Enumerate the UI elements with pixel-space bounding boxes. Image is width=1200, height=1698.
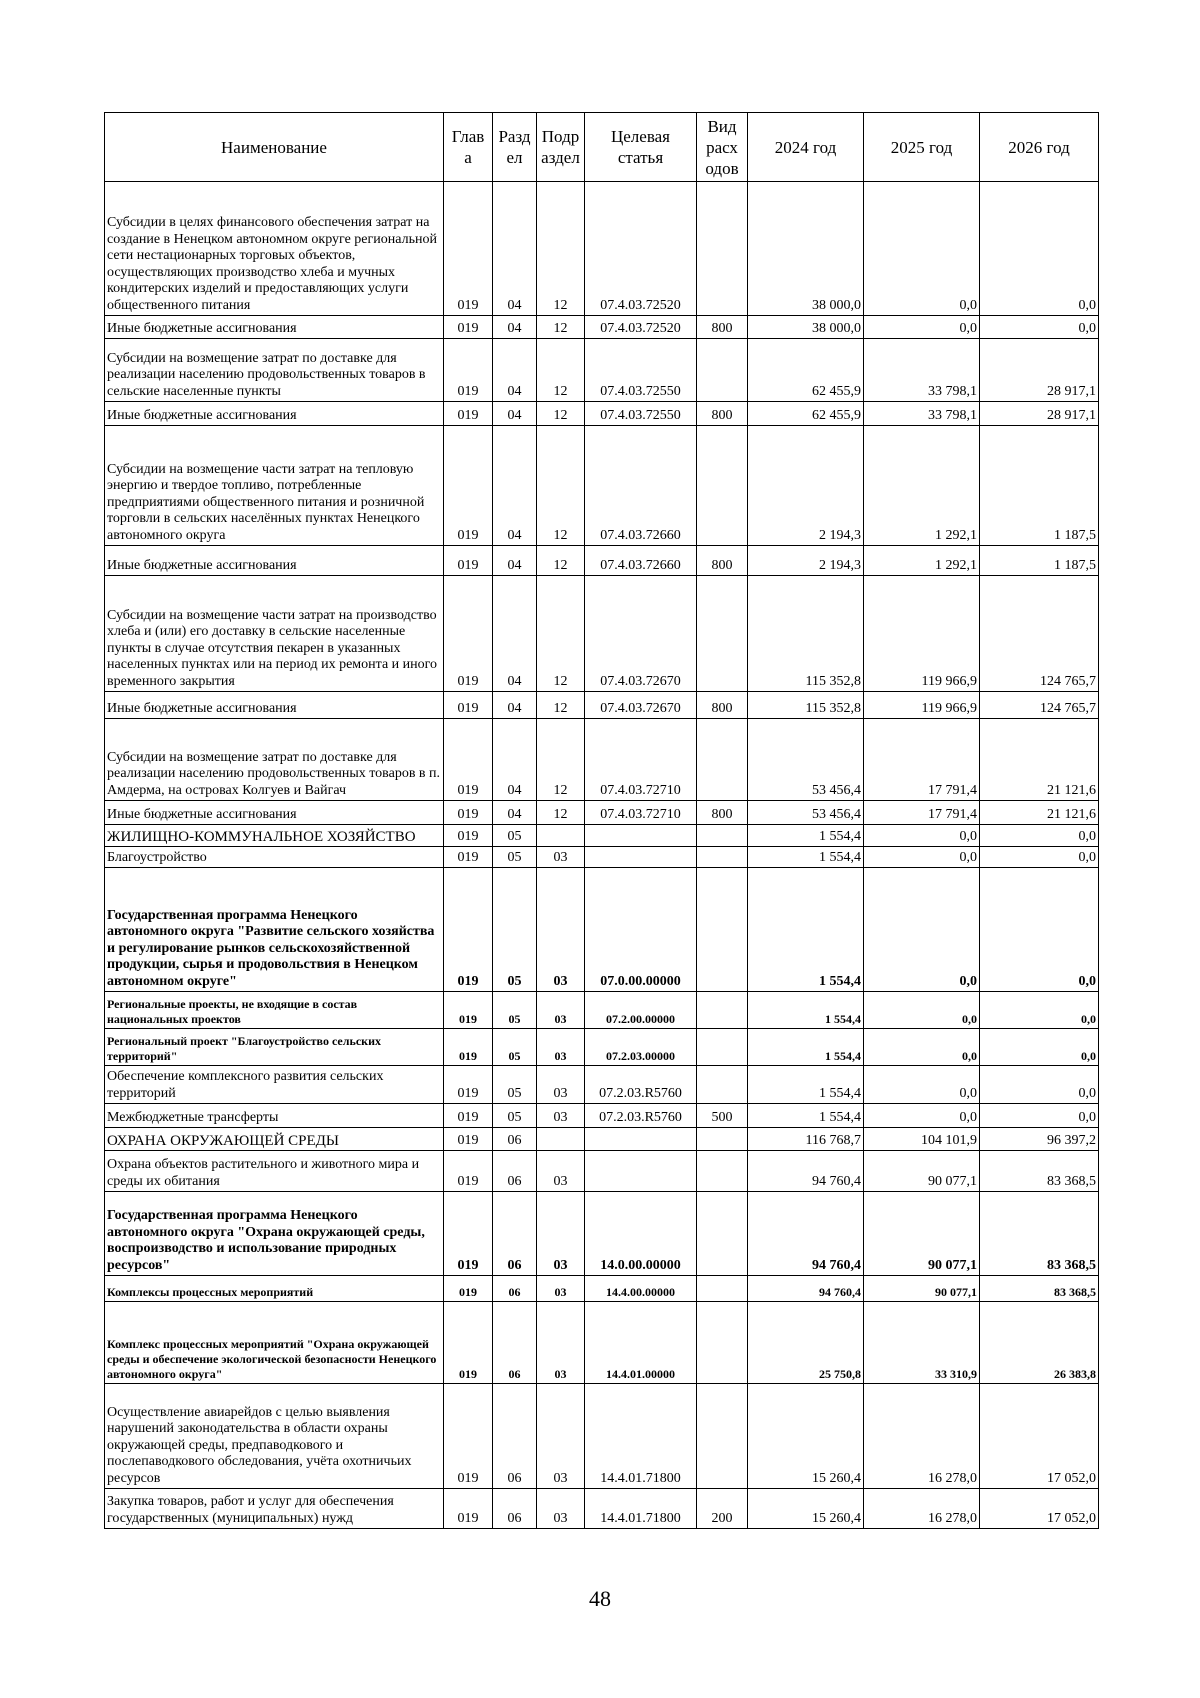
row-glava: 019 — [444, 1192, 493, 1276]
row-value-2026: 124 765,7 — [980, 692, 1099, 719]
row-celevaya-statya: 07.4.03.72550 — [585, 402, 697, 426]
row-celevaya-statya: 07.4.03.72710 — [585, 801, 697, 825]
row-celevaya-statya: 07.0.00.00000 — [585, 868, 697, 992]
row-razdel: 06 — [493, 1489, 537, 1529]
row-value-2024: 1 554,4 — [748, 868, 864, 992]
header-celevaya-statya: Целевая статья — [585, 113, 697, 182]
row-value-2024: 38 000,0 — [748, 182, 864, 316]
table-row — [105, 402, 1099, 426]
table-row — [105, 339, 1099, 402]
row-value-2025: 17 791,4 — [864, 801, 980, 825]
row-value-2025: 33 798,1 — [864, 339, 980, 402]
row-vid-rashodov — [697, 1302, 748, 1384]
row-value-2024: 1 554,4 — [748, 1104, 864, 1128]
row-podrazdel: 03 — [537, 1489, 585, 1529]
row-celevaya-statya: 07.2.03.R5760 — [585, 1104, 697, 1128]
row-value-2026: 0,0 — [980, 182, 1099, 316]
row-name: Субсидии на возмещение части затрат на тепловую энергию и твердое топливо, потребленные предприятиями общественного питания и розничной торговли в сельских населённых пунктах Ненецкого автономного округа — [105, 426, 444, 546]
row-celevaya-statya: 14.4.01.71800 — [585, 1384, 697, 1489]
row-value-2024: 1 554,4 — [748, 1029, 864, 1066]
table-row — [105, 316, 1099, 339]
row-value-2024: 94 760,4 — [748, 1151, 864, 1192]
page-number: 48 — [589, 1586, 611, 1611]
table-row — [105, 1104, 1099, 1128]
table-row — [105, 825, 1099, 847]
row-value-2025: 0,0 — [864, 868, 980, 992]
row-value-2024: 2 194,3 — [748, 546, 864, 576]
header-razdel: Разд ел — [493, 113, 537, 182]
row-glava: 019 — [444, 719, 493, 801]
row-value-2024: 1 554,4 — [748, 847, 864, 868]
row-celevaya-statya: 07.2.00.00000 — [585, 992, 697, 1029]
row-razdel: 04 — [493, 546, 537, 576]
row-celevaya-statya: 07.2.03.00000 — [585, 1029, 697, 1066]
row-razdel: 06 — [493, 1192, 537, 1276]
row-value-2025: 33 798,1 — [864, 402, 980, 426]
row-razdel: 05 — [493, 825, 537, 847]
row-value-2025: 0,0 — [864, 825, 980, 847]
table-row — [105, 692, 1099, 719]
row-value-2026: 1 187,5 — [980, 426, 1099, 546]
row-value-2025: 119 966,9 — [864, 576, 980, 692]
row-value-2026: 21 121,6 — [980, 719, 1099, 801]
row-vid-rashodov: 500 — [697, 1104, 748, 1128]
row-name: Комплексы процессных мероприятий — [105, 1276, 444, 1302]
row-glava: 019 — [444, 1128, 493, 1151]
row-razdel: 04 — [493, 182, 537, 316]
row-name: Государственная программа Ненецкого автономного округа "Развитие сельского хозяйства и регулирование рынков сельскохозяйственной продукции, сырья и продовольствия в Ненецком автономном округе" — [105, 868, 444, 992]
header-podrazdel: Подр аздел — [537, 113, 585, 182]
row-value-2025: 1 292,1 — [864, 546, 980, 576]
row-vid-rashodov — [697, 992, 748, 1029]
row-value-2024: 15 260,4 — [748, 1489, 864, 1529]
row-razdel: 04 — [493, 692, 537, 719]
row-name: Иные бюджетные ассигнования — [105, 546, 444, 576]
row-value-2026: 26 383,8 — [980, 1302, 1099, 1384]
row-razdel: 04 — [493, 316, 537, 339]
row-name: Иные бюджетные ассигнования — [105, 316, 444, 339]
row-value-2026: 0,0 — [980, 1104, 1099, 1128]
row-name: Осуществление авиарейдов с целью выявления нарушений законодательства в области охраны окружающей среды, предпаводкового и послепаводкового обследования, учёта охотничьих ресурсов — [105, 1384, 444, 1489]
row-vid-rashodov: 800 — [697, 801, 748, 825]
table-row — [105, 719, 1099, 801]
row-celevaya-statya — [585, 825, 697, 847]
row-celevaya-statya: 07.4.03.72660 — [585, 546, 697, 576]
row-name: Обеспечение комплексного развития сельских территорий — [105, 1066, 444, 1104]
row-value-2026: 28 917,1 — [980, 339, 1099, 402]
row-glava: 019 — [444, 868, 493, 992]
row-glava: 019 — [444, 1276, 493, 1302]
table-row — [105, 1276, 1099, 1302]
row-value-2024: 115 352,8 — [748, 576, 864, 692]
row-celevaya-statya: 07.4.03.72670 — [585, 576, 697, 692]
row-value-2024: 116 768,7 — [748, 1128, 864, 1151]
row-vid-rashodov — [697, 339, 748, 402]
row-name: Благоустройство — [105, 847, 444, 868]
row-value-2026: 83 368,5 — [980, 1192, 1099, 1276]
row-podrazdel — [537, 1128, 585, 1151]
table-row — [105, 1128, 1099, 1151]
row-razdel: 06 — [493, 1128, 537, 1151]
row-razdel: 05 — [493, 1029, 537, 1066]
row-vid-rashodov — [697, 1029, 748, 1066]
table-header-row — [105, 113, 1099, 182]
row-name: Иные бюджетные ассигнования — [105, 402, 444, 426]
row-value-2024: 1 554,4 — [748, 825, 864, 847]
row-value-2026: 0,0 — [980, 992, 1099, 1029]
table-row — [105, 1029, 1099, 1066]
row-value-2024: 1 554,4 — [748, 992, 864, 1029]
row-value-2025: 1 292,1 — [864, 426, 980, 546]
row-podrazdel: 03 — [537, 1384, 585, 1489]
row-name: Иные бюджетные ассигнования — [105, 692, 444, 719]
row-value-2025: 90 077,1 — [864, 1192, 980, 1276]
row-podrazdel: 12 — [537, 426, 585, 546]
table-row — [105, 1489, 1099, 1529]
row-vid-rashodov — [697, 1192, 748, 1276]
row-value-2025: 0,0 — [864, 182, 980, 316]
row-glava: 019 — [444, 339, 493, 402]
row-name: Региональный проект "Благоустройство сельских территорий" — [105, 1029, 444, 1066]
row-value-2026: 28 917,1 — [980, 402, 1099, 426]
row-podrazdel: 03 — [537, 1104, 585, 1128]
row-value-2026: 0,0 — [980, 868, 1099, 992]
row-podrazdel: 03 — [537, 1276, 585, 1302]
row-value-2024: 1 554,4 — [748, 1066, 864, 1104]
row-value-2025: 119 966,9 — [864, 692, 980, 719]
row-vid-rashodov — [697, 182, 748, 316]
row-value-2025: 16 278,0 — [864, 1384, 980, 1489]
row-value-2026: 17 052,0 — [980, 1384, 1099, 1489]
row-podrazdel: 12 — [537, 801, 585, 825]
row-value-2025: 33 310,9 — [864, 1302, 980, 1384]
row-razdel: 06 — [493, 1151, 537, 1192]
row-razdel: 05 — [493, 1104, 537, 1128]
table-row — [105, 847, 1099, 868]
table-row — [105, 426, 1099, 546]
row-glava: 019 — [444, 576, 493, 692]
row-podrazdel — [537, 825, 585, 847]
row-value-2025: 104 101,9 — [864, 1128, 980, 1151]
header-2026: 2026 год — [980, 113, 1099, 182]
row-value-2024: 115 352,8 — [748, 692, 864, 719]
row-value-2024: 94 760,4 — [748, 1192, 864, 1276]
row-glava: 019 — [444, 546, 493, 576]
row-value-2026: 83 368,5 — [980, 1276, 1099, 1302]
row-vid-rashodov: 800 — [697, 402, 748, 426]
row-celevaya-statya: 07.4.03.72550 — [585, 339, 697, 402]
row-razdel: 04 — [493, 426, 537, 546]
row-value-2026: 96 397,2 — [980, 1128, 1099, 1151]
row-podrazdel: 03 — [537, 1192, 585, 1276]
row-glava: 019 — [444, 402, 493, 426]
row-vid-rashodov — [697, 1128, 748, 1151]
row-vid-rashodov: 800 — [697, 316, 748, 339]
row-vid-rashodov: 200 — [697, 1489, 748, 1529]
row-value-2026: 17 052,0 — [980, 1489, 1099, 1529]
row-glava: 019 — [444, 182, 493, 316]
row-celevaya-statya — [585, 1128, 697, 1151]
row-value-2025: 90 077,1 — [864, 1276, 980, 1302]
table-row — [105, 801, 1099, 825]
row-glava: 019 — [444, 692, 493, 719]
budget-table-sheet — [104, 112, 1098, 1529]
row-name: Охрана объектов растительного и животного мира и среды их обитания — [105, 1151, 444, 1192]
row-value-2026: 21 121,6 — [980, 801, 1099, 825]
table-row — [105, 182, 1099, 316]
row-celevaya-statya: 14.4.01.71800 — [585, 1489, 697, 1529]
table-row — [105, 576, 1099, 692]
row-razdel: 04 — [493, 339, 537, 402]
row-celevaya-statya: 07.4.03.72520 — [585, 182, 697, 316]
table-row — [105, 868, 1099, 992]
row-vid-rashodov — [697, 426, 748, 546]
row-podrazdel: 12 — [537, 576, 585, 692]
table-row — [105, 1192, 1099, 1276]
row-name: Субсидии на возмещение затрат по доставке для реализации населению продовольственных товаров в п. Амдерма, на островах Колгуев и Вайгач — [105, 719, 444, 801]
row-vid-rashodov — [697, 719, 748, 801]
row-podrazdel: 03 — [537, 992, 585, 1029]
row-celevaya-statya: 07.2.03.R5760 — [585, 1066, 697, 1104]
row-celevaya-statya — [585, 847, 697, 868]
row-name: Межбюджетные трансферты — [105, 1104, 444, 1128]
row-razdel: 04 — [493, 576, 537, 692]
header-vid-rashodov: Вид расх одов — [697, 113, 748, 182]
row-name: Государственная программа Ненецкого автономного округа "Охрана окружающей среды, воспроизводство и использование природных ресурсов" — [105, 1192, 444, 1276]
row-name: Комплекс процессных мероприятий "Охрана окружающей среды и обеспечение экологической безопасности Ненецкого автономного округа" — [105, 1302, 444, 1384]
row-glava: 019 — [444, 992, 493, 1029]
row-celevaya-statya: 14.0.00.00000 — [585, 1192, 697, 1276]
row-razdel: 04 — [493, 402, 537, 426]
table-row — [105, 1384, 1099, 1489]
row-razdel: 04 — [493, 719, 537, 801]
row-podrazdel: 12 — [537, 719, 585, 801]
row-value-2024: 53 456,4 — [748, 719, 864, 801]
row-razdel: 06 — [493, 1302, 537, 1384]
budget-table — [104, 112, 1099, 1529]
row-value-2025: 17 791,4 — [864, 719, 980, 801]
row-glava: 019 — [444, 1029, 493, 1066]
row-podrazdel: 03 — [537, 1066, 585, 1104]
row-name: Субсидии на возмещение части затрат на производство хлеба и (или) его доставку в сельские населенные пункты в случае отсутствия пекарен в указанных населенных пунктах или на период их ремонта и иного временного закрытия — [105, 576, 444, 692]
row-value-2025: 0,0 — [864, 1066, 980, 1104]
row-name: ЖИЛИЩНО-КОММУНАЛЬНОЕ ХОЗЯЙСТВО — [105, 825, 444, 847]
row-podrazdel: 03 — [537, 1151, 585, 1192]
row-vid-rashodov — [697, 825, 748, 847]
row-glava: 019 — [444, 426, 493, 546]
row-razdel: 04 — [493, 801, 537, 825]
row-name: Субсидии на возмещение затрат по доставке для реализации населению продовольственных товаров в сельские населенные пункты — [105, 339, 444, 402]
row-vid-rashodov: 800 — [697, 546, 748, 576]
row-celevaya-statya: 07.4.03.72670 — [585, 692, 697, 719]
row-glava: 019 — [444, 825, 493, 847]
row-vid-rashodov — [697, 1384, 748, 1489]
row-value-2024: 15 260,4 — [748, 1384, 864, 1489]
row-name: Субсидии в целях финансового обеспечения затрат на создание в Ненецком автономном округе региональной сети нестационарных торговых объектов, осуществляющих производство хлеба и мучных кондитерских изделий и предоставляющих услуги общественного питания — [105, 182, 444, 316]
row-value-2026: 1 187,5 — [980, 546, 1099, 576]
row-vid-rashodov — [697, 576, 748, 692]
row-value-2026: 124 765,7 — [980, 576, 1099, 692]
table-body — [105, 182, 1099, 1529]
row-vid-rashodov — [697, 868, 748, 992]
row-razdel: 05 — [493, 868, 537, 992]
row-vid-rashodov — [697, 1151, 748, 1192]
row-value-2026: 0,0 — [980, 847, 1099, 868]
row-name: Иные бюджетные ассигнования — [105, 801, 444, 825]
row-celevaya-statya: 07.4.03.72520 — [585, 316, 697, 339]
row-value-2025: 0,0 — [864, 847, 980, 868]
row-podrazdel: 12 — [537, 546, 585, 576]
row-vid-rashodov — [697, 1276, 748, 1302]
row-value-2024: 94 760,4 — [748, 1276, 864, 1302]
row-value-2025: 0,0 — [864, 992, 980, 1029]
row-razdel: 06 — [493, 1276, 537, 1302]
row-value-2026: 0,0 — [980, 316, 1099, 339]
row-podrazdel: 12 — [537, 402, 585, 426]
row-glava: 019 — [444, 801, 493, 825]
row-razdel: 05 — [493, 847, 537, 868]
row-celevaya-statya: 07.4.03.72710 — [585, 719, 697, 801]
row-podrazdel: 12 — [537, 692, 585, 719]
row-value-2024: 38 000,0 — [748, 316, 864, 339]
row-value-2026: 0,0 — [980, 1029, 1099, 1066]
row-value-2026: 0,0 — [980, 825, 1099, 847]
row-vid-rashodov: 800 — [697, 692, 748, 719]
row-razdel: 05 — [493, 1066, 537, 1104]
row-value-2026: 83 368,5 — [980, 1151, 1099, 1192]
header-name: Наименование — [105, 113, 444, 182]
header-2024: 2024 год — [748, 113, 864, 182]
table-row — [105, 546, 1099, 576]
row-glava: 019 — [444, 1302, 493, 1384]
row-podrazdel: 03 — [537, 868, 585, 992]
row-celevaya-statya — [585, 1151, 697, 1192]
table-row — [105, 992, 1099, 1029]
row-razdel: 06 — [493, 1384, 537, 1489]
row-name: Региональные проекты, не входящие в состав национальных проектов — [105, 992, 444, 1029]
header-2025: 2025 год — [864, 113, 980, 182]
row-value-2025: 0,0 — [864, 1104, 980, 1128]
row-glava: 019 — [444, 1104, 493, 1128]
row-glava: 019 — [444, 847, 493, 868]
row-glava: 019 — [444, 1066, 493, 1104]
row-glava: 019 — [444, 1384, 493, 1489]
row-glava: 019 — [444, 316, 493, 339]
row-value-2025: 90 077,1 — [864, 1151, 980, 1192]
row-podrazdel: 12 — [537, 316, 585, 339]
row-glava: 019 — [444, 1489, 493, 1529]
row-value-2024: 2 194,3 — [748, 426, 864, 546]
row-razdel: 05 — [493, 992, 537, 1029]
row-podrazdel: 12 — [537, 182, 585, 316]
row-celevaya-statya: 07.4.03.72660 — [585, 426, 697, 546]
row-value-2025: 0,0 — [864, 1029, 980, 1066]
row-celevaya-statya: 14.4.00.00000 — [585, 1276, 697, 1302]
table-row — [105, 1302, 1099, 1384]
table-row — [105, 1151, 1099, 1192]
row-value-2026: 0,0 — [980, 1066, 1099, 1104]
row-podrazdel: 03 — [537, 847, 585, 868]
row-value-2024: 53 456,4 — [748, 801, 864, 825]
row-value-2025: 0,0 — [864, 316, 980, 339]
row-vid-rashodov — [697, 847, 748, 868]
table-row — [105, 1066, 1099, 1104]
row-celevaya-statya: 14.4.01.00000 — [585, 1302, 697, 1384]
row-vid-rashodov — [697, 1066, 748, 1104]
row-value-2024: 62 455,9 — [748, 339, 864, 402]
row-podrazdel: 03 — [537, 1302, 585, 1384]
row-value-2025: 16 278,0 — [864, 1489, 980, 1529]
row-podrazdel: 03 — [537, 1029, 585, 1066]
row-name: Закупка товаров, работ и услуг для обеспечения государственных (муниципальных) нужд — [105, 1489, 444, 1529]
header-glava: Глав а — [444, 113, 493, 182]
row-value-2024: 62 455,9 — [748, 402, 864, 426]
row-glava: 019 — [444, 1151, 493, 1192]
row-podrazdel: 12 — [537, 339, 585, 402]
row-value-2024: 25 750,8 — [748, 1302, 864, 1384]
row-name: ОХРАНА ОКРУЖАЮЩЕЙ СРЕДЫ — [105, 1128, 444, 1151]
